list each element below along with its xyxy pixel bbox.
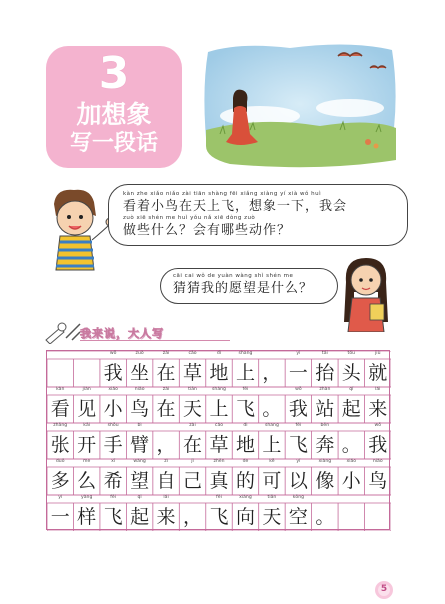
grid-character: 多 [50,470,70,492]
grid-pinyin: tóu [347,351,356,356]
grid-character: ， [156,434,176,456]
lesson-title-line1: 加想象 [76,100,152,129]
grid-character: 起 [341,398,361,420]
page-number: 5 [380,584,388,594]
grid-character: 坐 [130,362,150,384]
grid-character: 真 [209,470,229,492]
grid-pinyin: shǒu [107,423,119,428]
grid-pinyin: zhēn [213,459,225,464]
grid-character: 飞 [103,506,123,528]
grid-pinyin: lái [163,495,169,500]
grid-pinyin: zài [162,351,170,356]
grid-pinyin: niǎo [134,387,145,392]
grid-pinyin: shàng [212,387,226,392]
bubble2-pinyin-line1: cāi cai wǒ de yuàn wàng shì shén me [173,273,294,279]
grid-character: 以 [288,470,308,492]
grid-character: 空 [288,506,308,528]
grid-character: 地 [209,362,229,384]
grid-pinyin: bēn [320,423,330,428]
grid-pinyin: xiǎo [108,387,118,392]
grid-character: 天 [262,506,282,528]
grid-character: 头 [341,362,361,384]
lesson-title-line2: 写一段话 [69,131,158,156]
grid-character: 一 [50,506,70,528]
grid-character: 在 [183,434,203,456]
grid-pinyin: shang [238,351,253,356]
page-number-badge [374,580,394,600]
grid-character: 么 [77,470,97,492]
grid-pinyin: xī [111,459,116,464]
grid-character: 小 [103,398,123,420]
grid-pinyin: tái [321,351,328,356]
grid-pinyin: yí [58,495,63,500]
grid-pinyin: qǐ [137,495,142,500]
grid-pinyin: zài [162,387,170,392]
grid-character: 飞 [209,506,229,528]
grid-character: 我 [103,362,123,384]
grid-pinyin: xiǎo [346,459,357,464]
grid-pinyin: yì [296,351,301,356]
grid-character: 。 [315,506,335,528]
bubble1-pinyin-line1: kàn zhe xiǎo niǎo zài tiān shàng fēi xiǎng xiàng yí xià wǒ huì [123,191,322,197]
grid-character: 像 [315,470,335,492]
grid-pinyin: dì [216,351,222,356]
grid-character: 向 [235,506,255,528]
grid-character: 地 [235,434,255,456]
speech-bubble-question [108,184,408,246]
grid-pinyin: fēi [242,387,249,392]
grid-character: 上 [209,398,229,420]
grid-pinyin: shang [264,423,279,428]
grid-character [339,503,363,531]
grid-character: 臂 [130,434,150,456]
grid-pinyin: jǐ [191,459,194,464]
grid-character: 自 [156,470,176,492]
grid-pinyin: bì [137,423,142,428]
grid-character: 草 [209,434,229,456]
grid-character: 希 [103,470,123,492]
grid-character: 样 [77,506,97,528]
girl-on-grass-illustration [200,38,400,173]
grid-pinyin: yǐ [296,459,301,464]
grid-character: 在 [156,362,176,384]
grid-pinyin: zài [189,423,196,428]
grid-pinyin: xiàng [239,495,252,500]
grid-pinyin: wǒ [374,423,382,428]
grid-character: 开 [77,434,97,456]
grid-pinyin: wǒ [295,387,302,392]
grid-pinyin: zì [164,459,168,464]
grid-pinyin: tiān [267,495,277,500]
grid-pinyin: tiān [188,387,197,392]
boy-character [36,184,118,276]
grid-character: 见 [77,398,97,420]
grid-character [75,359,99,387]
grid-character: 草 [183,362,203,384]
grid-pinyin: jiù [375,351,381,356]
grid-pinyin: jiàn [82,387,91,392]
grid-pinyin: kàn [56,387,65,392]
writing-grid [46,350,390,530]
lesson-number: 3 [98,48,130,99]
grid-pinyin: fēi [216,495,222,500]
grid-character: 奔 [315,434,335,456]
grid-character: 鸟 [368,470,388,492]
grid-pinyin: de [242,459,249,464]
bubble2-text-line1: 猜猜我的愿望是什么？ [173,281,314,296]
grid-pinyin: cǎo [214,423,224,428]
section-title: 我来说，大人写 [80,327,164,340]
grid-pinyin: wǒ [109,351,117,356]
grid-pinyin: kōng [292,495,305,500]
bubble1-pinyin-line2: zuò xiē shén me huì yǒu nǎ xiē dòng zuò [123,215,256,221]
grid-character: 上 [262,434,282,456]
bubble1-text-line1: 看着小鸟在天上飞，想象一下，我会 [123,199,348,214]
lesson-badge [46,46,182,168]
grid-character: 站 [315,398,335,420]
grid-pinyin: niǎo [372,459,383,464]
grid-pinyin: fēi [295,423,302,428]
grid-pinyin: kě [269,459,275,464]
grid-character: 天 [183,398,203,420]
bubble1-text-line2: 做些什么？会有哪些动作？ [123,223,292,238]
grid-character [48,359,72,387]
grid-character: 。 [341,434,361,456]
grid-character: 我 [288,398,308,420]
grid-pinyin: cǎo [188,351,197,356]
grid-pinyin: kāi [83,423,91,428]
grid-character: 抬 [315,362,335,384]
section-underline [80,340,230,341]
speech-bubble-guess [160,268,338,304]
grid-pinyin: yàng [81,495,93,500]
grid-pinyin: duō [55,459,65,464]
grid-pinyin: fēi [110,495,116,500]
grid-character [366,503,390,531]
grid-character: 上 [235,362,255,384]
girl-character [330,252,404,332]
grid-character: 飞 [235,398,255,420]
grid-character: 小 [341,470,361,492]
grid-pinyin: zhàn [319,387,331,392]
grid-character: 望 [130,470,150,492]
grid-character: 鸟 [130,398,150,420]
grid-pinyin: qǐ [349,387,354,392]
grid-character: 。 [262,398,282,420]
grid-character: 在 [156,398,176,420]
grid-character: 就 [368,362,388,384]
grid-pinyin: dì [243,423,248,428]
grid-character: 飞 [288,434,308,456]
grid-character: 己 [183,470,203,492]
grid-pinyin: xiàng [318,459,332,464]
grid-character: 的 [235,470,255,492]
grid-pinyin: lái [375,387,381,392]
grid-character: ， [183,506,203,528]
grid-pinyin: wàng [133,459,146,464]
grid-character: 起 [130,506,150,528]
grid-character: 可 [262,470,282,492]
grid-pinyin: zuò [135,351,144,356]
grid-character: 来 [156,506,176,528]
grid-character: 一 [288,362,308,384]
grid-character: 我 [368,434,388,456]
grid-pinyin: me [83,459,91,464]
grid-pinyin: zhāng [53,423,68,428]
grid-character: 张 [50,434,70,456]
grid-character: 手 [103,434,123,456]
grid-character: 看 [50,398,70,420]
grid-character: 来 [368,398,388,420]
grid-character: ， [262,362,282,384]
